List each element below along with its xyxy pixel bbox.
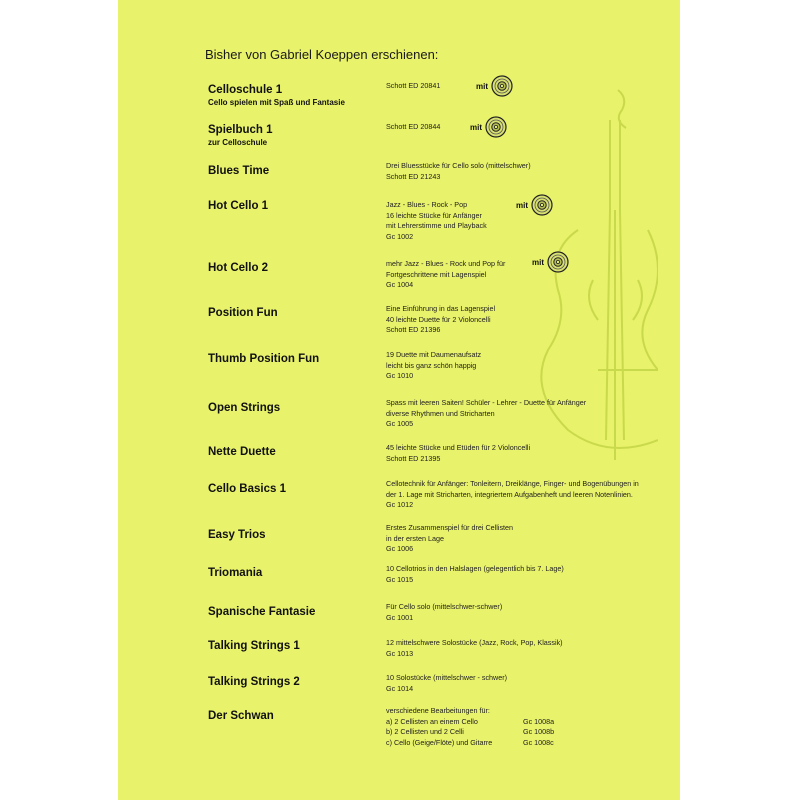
cd-label: mit bbox=[470, 122, 482, 132]
cd-label: mit bbox=[516, 200, 528, 210]
description-line: Schott ED 21243 bbox=[386, 171, 441, 181]
description-line: Spass mit leeren Saiten! Schüler - Lehrer - Duette für Anfänger bbox=[386, 398, 587, 407]
entry-title: Hot Cello 1 bbox=[208, 200, 269, 212]
description-line: Drei Bluesstücke für Cello solo (mittelschwer) bbox=[386, 161, 531, 170]
cd-label: mit bbox=[532, 257, 544, 267]
description-line: Gc 1015 bbox=[386, 574, 414, 584]
entry-codes bbox=[523, 717, 554, 749]
description-line: 45 leichte Stücke und Etüden für 2 Violoncelli bbox=[386, 443, 531, 452]
cd-disc-icon bbox=[491, 75, 513, 97]
entry-description bbox=[386, 122, 440, 133]
description-line: Gc 1001 bbox=[386, 612, 414, 622]
description-line: Gc 1012 bbox=[386, 500, 414, 509]
catalog-heading: Bisher von Gabriel Koeppen erschienen: bbox=[205, 47, 439, 62]
description-line: Schott ED 21396 bbox=[386, 325, 441, 334]
description-line: 12 mittelschwere Solostücke (Jazz, Rock, Pop, Klassik) bbox=[386, 638, 563, 647]
entry-description bbox=[386, 161, 531, 182]
entry-subtitle: Cello spielen mit Spaß und Fantasie bbox=[208, 98, 345, 107]
description-line: verschiedene Bearbeitungen für: bbox=[386, 706, 490, 715]
entry-title: Celloschule 1 bbox=[208, 84, 283, 96]
cd-badge bbox=[476, 75, 513, 97]
description-line: Erstes Zusammenspiel für drei Cellisten bbox=[386, 523, 514, 532]
description-line: Gc 1006 bbox=[386, 544, 414, 553]
entry-description bbox=[386, 479, 639, 511]
catalog-code: Gc 1008a bbox=[523, 716, 555, 726]
entry-description bbox=[386, 350, 481, 382]
description-line: in der ersten Lage bbox=[386, 533, 444, 543]
description-line: b) 2 Cellisten und 2 Celli bbox=[386, 727, 464, 736]
entry-title: Cello Basics 1 bbox=[208, 483, 286, 495]
cd-disc-icon bbox=[485, 116, 507, 138]
entry-description bbox=[386, 398, 586, 430]
description-line: 16 leichte Stücke für Anfänger bbox=[386, 210, 482, 220]
entry-description bbox=[386, 443, 530, 464]
description-line: Gc 1014 bbox=[386, 683, 414, 693]
entry-description bbox=[386, 259, 505, 291]
description-line: 10 Cellotrios in den Halslagen (gelegentlich bis 7. Lage) bbox=[386, 564, 564, 573]
entry-title: Triomania bbox=[208, 567, 263, 579]
description-line: mehr Jazz - Blues - Rock und Pop für bbox=[386, 259, 506, 268]
description-line: der 1. Lage mit Stricharten, integriertem Aufgabenheft und leeren Notenlinien. bbox=[386, 489, 633, 499]
entry-title: Der Schwan bbox=[208, 710, 274, 722]
entry-description bbox=[386, 602, 502, 623]
cd-label: mit bbox=[476, 81, 488, 91]
description-line: 40 leichte Duette für 2 Violoncelli bbox=[386, 314, 491, 324]
description-line: Gc 1010 bbox=[386, 371, 414, 380]
entry-description bbox=[386, 304, 495, 336]
entry-title: Open Strings bbox=[208, 402, 281, 414]
description-line: a) 2 Cellisten an einem Cello bbox=[386, 716, 478, 726]
entry-description bbox=[386, 673, 507, 694]
entry-title: Easy Trios bbox=[208, 529, 266, 541]
entry-description bbox=[386, 523, 513, 555]
entry-title: Spielbuch 1 bbox=[208, 124, 273, 136]
description-line: 10 Solostücke (mittelschwer - schwer) bbox=[386, 673, 508, 682]
description-line: Schott ED 21395 bbox=[386, 453, 441, 463]
description-line: Jazz - Blues - Rock - Pop bbox=[386, 200, 468, 209]
entry-description bbox=[386, 81, 440, 92]
entry-title: Talking Strings 2 bbox=[208, 676, 300, 688]
entry-title: Thumb Position Fun bbox=[208, 353, 320, 365]
catalog-code: Gc 1008c bbox=[523, 737, 554, 747]
description-line: Schott ED 20841 bbox=[386, 81, 441, 90]
description-line: Gc 1004 bbox=[386, 280, 414, 289]
description-line: 19 Duette mit Daumenaufsatz bbox=[386, 350, 482, 359]
cd-badge bbox=[516, 194, 553, 216]
cd-disc-icon bbox=[531, 194, 553, 216]
entry-subtitle: zur Celloschule bbox=[208, 138, 268, 147]
entry-description bbox=[386, 706, 492, 748]
entry-title: Spanische Fantasie bbox=[208, 606, 316, 618]
catalog-page bbox=[118, 0, 680, 800]
description-line: Gc 1013 bbox=[386, 648, 414, 658]
entry-description bbox=[386, 638, 563, 659]
description-line: Gc 1005 bbox=[386, 419, 414, 428]
cd-disc-icon bbox=[547, 251, 569, 273]
description-line: c) Cello (Geige/Flöte) und Gitarre bbox=[386, 737, 493, 747]
entry-title: Blues Time bbox=[208, 165, 270, 177]
description-line: leicht bis ganz schön happig bbox=[386, 360, 477, 370]
entry-description bbox=[386, 564, 564, 585]
entry-title: Nette Duette bbox=[208, 446, 276, 458]
cd-badge bbox=[470, 116, 507, 138]
description-line: Fortgeschrittene mit Lagenspiel bbox=[386, 269, 487, 279]
cd-badge bbox=[532, 251, 569, 273]
description-line: Eine Einführung in das Lagenspiel bbox=[386, 304, 496, 313]
catalog-code: Gc 1008b bbox=[523, 727, 555, 736]
entry-title: Talking Strings 1 bbox=[208, 640, 300, 652]
description-line: diverse Rhythmen und Stricharten bbox=[386, 408, 495, 418]
description-line: Schott ED 20844 bbox=[386, 122, 441, 131]
description-line: Gc 1002 bbox=[386, 231, 414, 241]
description-line: mit Lehrerstimme und Playback bbox=[386, 221, 487, 230]
entry-title: Position Fun bbox=[208, 307, 278, 319]
description-line: Für Cello solo (mittelschwer-schwer) bbox=[386, 602, 503, 611]
entry-description bbox=[386, 200, 487, 242]
entry-title: Hot Cello 2 bbox=[208, 262, 269, 274]
description-line: Cellotechnik für Anfänger: Tonleitern, Dreiklänge, Finger- und Bogenübungen in bbox=[386, 479, 639, 488]
